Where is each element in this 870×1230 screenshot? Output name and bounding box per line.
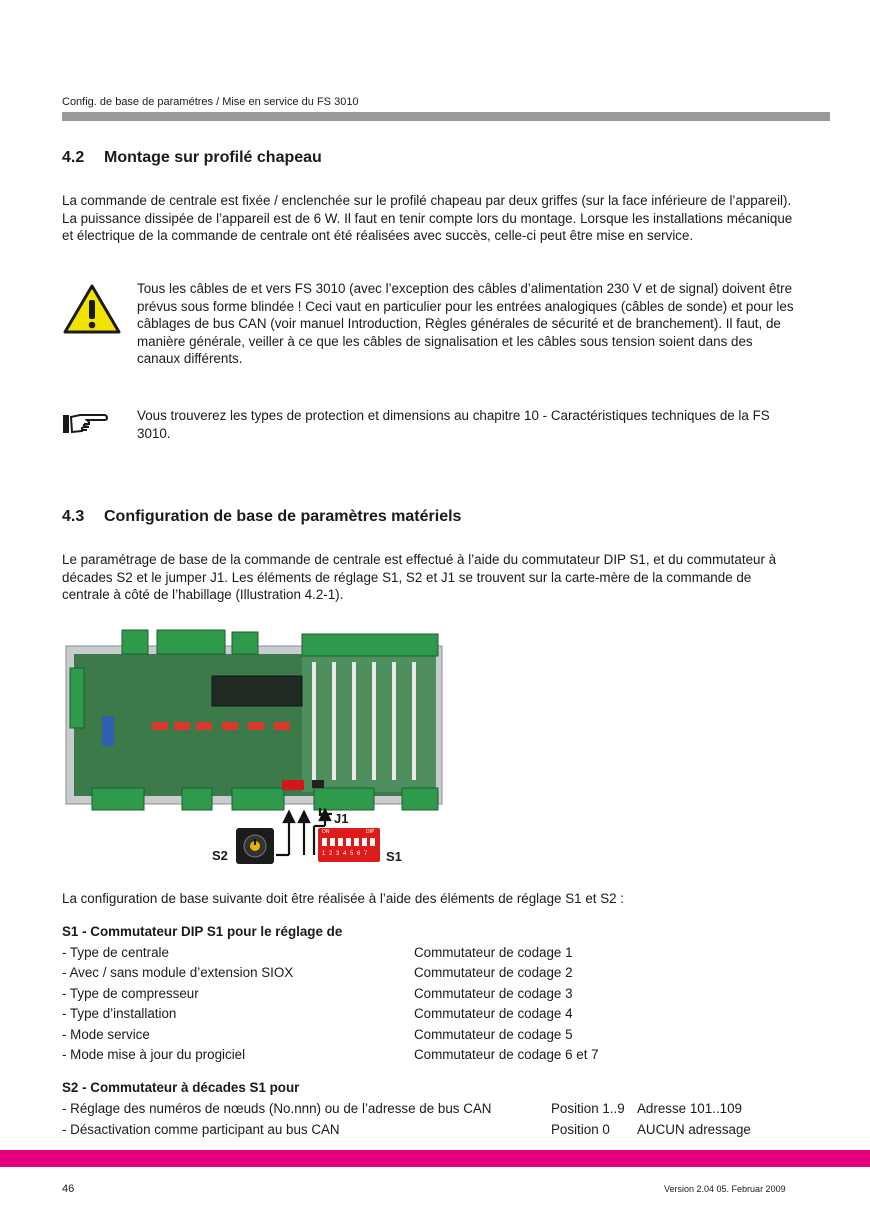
warning-text: Tous les câbles de et vers FS 3010 (avec l’exception des câbles d’alimentation 230 V et de signal) doivent être prévus sous forme blindée ! Ceci vaut en particulier pour les entrées analogiques (câbles de sonde) et pour les câblages de bus CAN (voir manuel Introduction, Règles générales de sécurité et de branchement). Il faut, de manière générale, veiller à ce que les câbles de signalisation et les câbles sous tension soient dans des canaux différents. (137, 281, 794, 367)
label-s2: S2 (212, 848, 228, 863)
s1-title: S1 - Commutateur DIP S1 pour le réglage de (62, 924, 343, 939)
s1-switch: Commutateur de codage 4 (414, 1006, 573, 1021)
page-number: 46 (62, 1183, 75, 1195)
s1-row (62, 1027, 802, 1045)
version-info: Version 2.04 05. Februar 2009 (664, 1184, 786, 1194)
s2-position: Position 1..9 (551, 1101, 625, 1116)
s1-row (62, 945, 802, 963)
section-4-2-paragraph: La commande de centrale est fixée / enclenchée sur le profilé chapeau par deux griffes (sur la face inférieure de l’appareil). La puissance dissipée de l’appareil est de 6 W. Il faut en tenir compte lors du montage. Lorsque les installations mécanique et électrique de la commande de centrale ont été réalisées avec succès, celle-ci peut être mise en service. (62, 193, 793, 244)
section-title: Configuration de base de paramètres matériels (104, 508, 462, 525)
section-4-2-heading (62, 149, 322, 167)
section-4-3-paragraph: Le paramétrage de base de la commande de centrale est effectué à l’aide du commutateur DIP S1, et du commutateur à décades S2 et le jumper J1. Les éléments de réglage S1, S2 et J1 se trouvent sur la carte-mère de la commande de centrale à côté de l’habillage (Illustration 4.2-1). (62, 552, 777, 603)
header-bar (62, 112, 830, 121)
config-intro: La configuration de base suivante doit être réalisée à l’aide des éléments de réglage S1 et S2 : (62, 891, 625, 906)
s1-switch: Commutateur de codage 3 (414, 986, 573, 1001)
s2-row (62, 1122, 802, 1140)
s1-switch: Commutateur de codage 1 (414, 945, 573, 960)
s1-item: - Type de compresseur (62, 986, 199, 1001)
s2-title: S2 - Commutateur à décades S1 pour (62, 1080, 300, 1095)
s1-item: - Mode mise à jour du progiciel (62, 1047, 246, 1062)
s2-item: - Réglage des numéros de nœuds (No.nnn) ou de l’adresse de bus CAN (62, 1101, 492, 1116)
s1-switch: Commutateur de codage 5 (414, 1027, 573, 1042)
s2-item: - Désactivation comme participant au bus CAN (62, 1122, 340, 1137)
warning-triangle-icon (62, 283, 122, 335)
s2-value: Adresse 101..109 (637, 1101, 742, 1116)
label-j1: J1 (334, 811, 349, 826)
s1-item: - Mode service (62, 1027, 150, 1042)
s1-row (62, 1006, 802, 1024)
note-text: Vous trouverez les types de protection et dimensions au chapitre 10 - Caractéristiques techniques de la FS 3010. (137, 408, 770, 441)
footer-accent-bar (0, 1150, 870, 1167)
section-4-3-heading (62, 508, 461, 526)
section-title: Montage sur profilé chapeau (104, 149, 322, 166)
section-number: 4.2 (62, 149, 85, 166)
dip-dip-label: DIP (366, 829, 375, 835)
page-header: Config. de base de paramétres / Mise en service du FS 3010 (62, 96, 359, 108)
s1-item: - Type de centrale (62, 945, 169, 960)
s2-position: Position 0 (551, 1122, 610, 1137)
s2-row (62, 1101, 802, 1119)
dip-numbers: 1 2 3 4 5 6 7 (322, 851, 369, 857)
s1-switch: Commutateur de codage 2 (414, 965, 573, 980)
s1-row (62, 1047, 802, 1065)
circuit-board-photo (62, 628, 446, 820)
s1-item: - Type d’installation (62, 1006, 177, 1021)
dip-switch-s1-icon (318, 828, 380, 862)
label-s1: S1 (386, 849, 402, 864)
s1-row (62, 986, 802, 1004)
s1-switch: Commutateur de codage 6 et 7 (414, 1047, 599, 1062)
s2-value: AUCUN adressage (637, 1122, 751, 1137)
s1-row (62, 965, 802, 983)
pointing-hand-icon (62, 410, 108, 436)
rotary-switch-s2-icon (236, 828, 274, 864)
s1-item: - Avec / sans module d’extension SIOX (62, 965, 294, 980)
section-number: 4.3 (62, 508, 85, 525)
dip-on-label: ON (322, 829, 330, 835)
